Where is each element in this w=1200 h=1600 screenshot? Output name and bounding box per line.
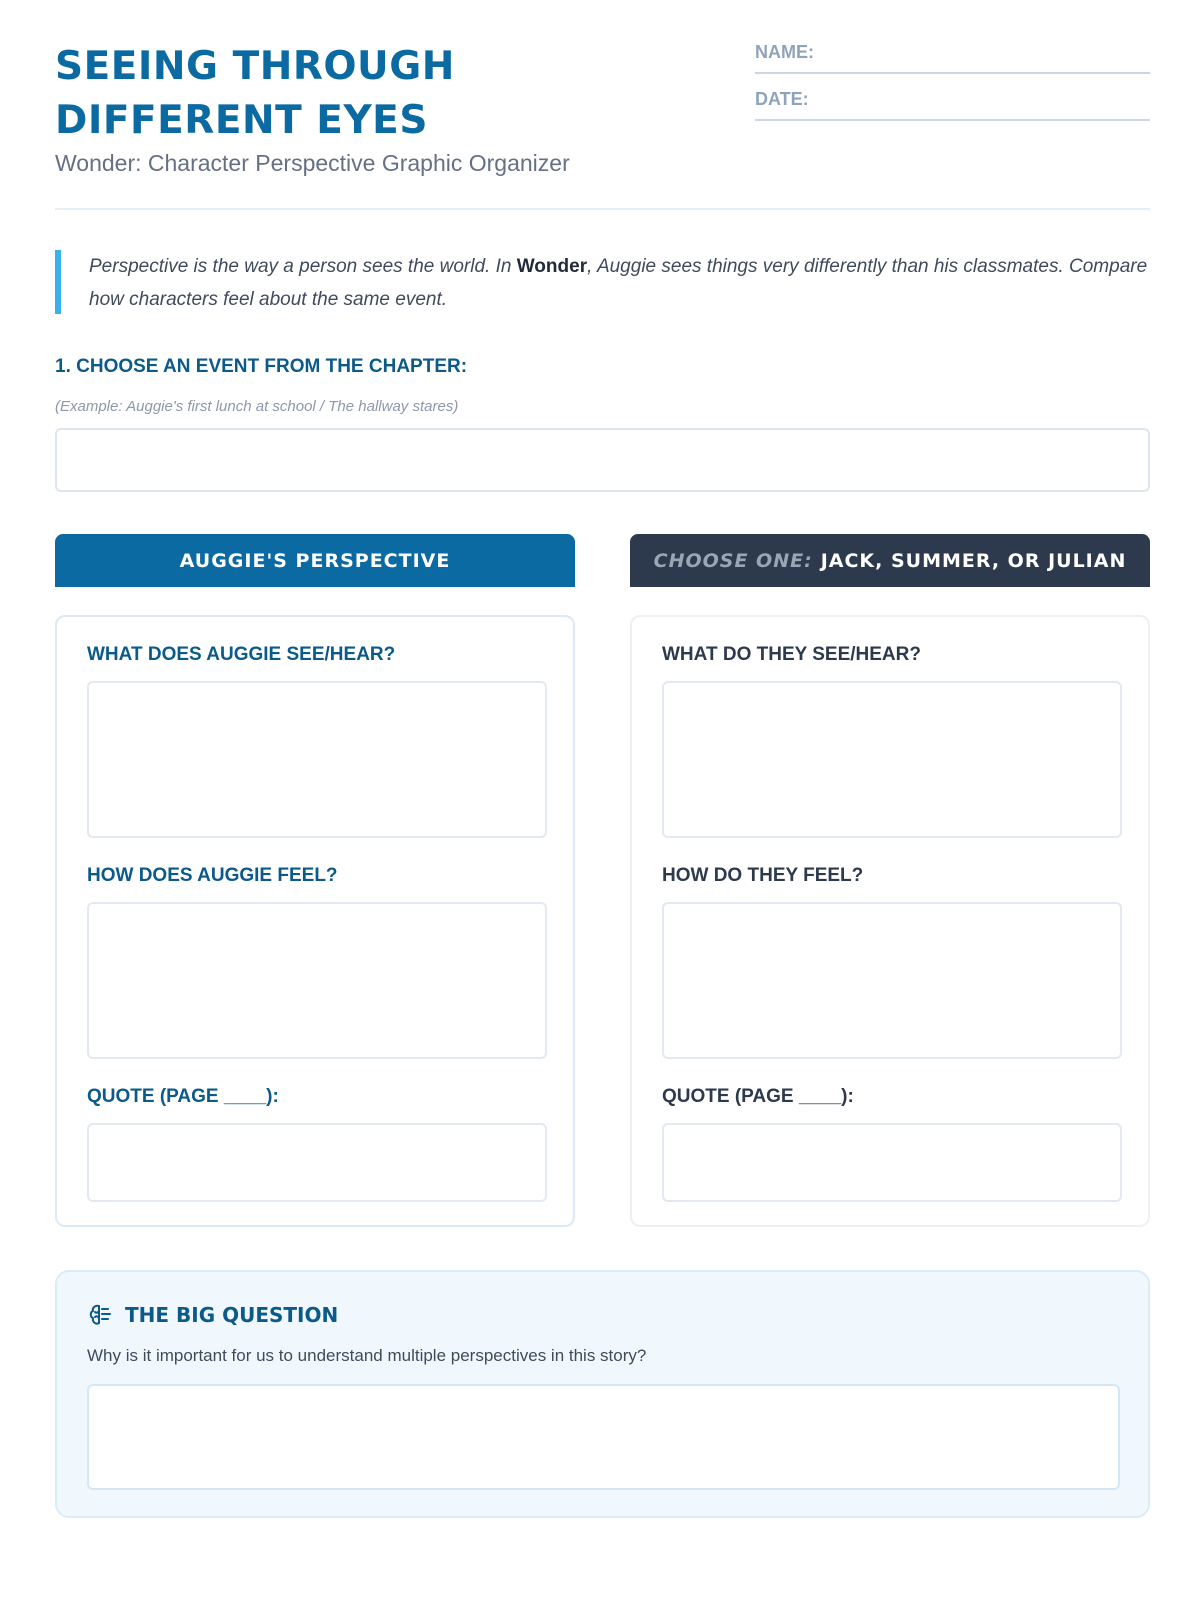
page-title: SEEING THROUGH DIFFERENT EYES	[55, 44, 455, 143]
big-question-title: THE BIG QUESTION	[125, 1303, 339, 1327]
name-field[interactable]	[755, 40, 1150, 74]
event-label: 1. CHOOSE AN EVENT FROM THE CHAPTER:	[55, 356, 468, 377]
event-input-box[interactable]	[55, 428, 1150, 492]
other-feel-label: HOW DO THEY FEEL?	[662, 865, 864, 886]
choose-one-label: CHOOSE ONE:	[653, 549, 813, 572]
other-see-box[interactable]	[662, 681, 1122, 838]
auggie-perspective-header	[55, 534, 575, 587]
big-question-answer-box[interactable]	[87, 1384, 1120, 1490]
other-quote-box[interactable]	[662, 1123, 1122, 1202]
date-label: DATE:	[755, 89, 809, 109]
other-feel-box[interactable]	[662, 902, 1122, 1059]
auggie-feel-label: HOW DOES AUGGIE FEEL?	[87, 865, 338, 886]
student-info	[755, 40, 1150, 121]
event-example: (Example: Auggie's first lunch at school / The hallway stares)	[55, 398, 459, 415]
name-label: NAME:	[755, 42, 814, 62]
auggie-perspective-panel	[55, 615, 575, 1227]
big-question-panel	[55, 1270, 1150, 1518]
auggie-quote-label: QUOTE (PAGE ____):	[87, 1086, 279, 1107]
other-perspective-panel	[630, 615, 1150, 1227]
auggie-feel-box[interactable]	[87, 902, 547, 1059]
other-perspective-header	[630, 534, 1150, 587]
other-header-label: JACK, SUMMER, OR JULIAN	[820, 549, 1127, 572]
date-field[interactable]	[755, 87, 1150, 121]
intro-text-after: , Auggie sees things very differently than his classmates. Compare how characters feel about the same event.	[89, 256, 1148, 310]
other-quote-label: QUOTE (PAGE ____):	[662, 1086, 854, 1107]
intro-book-title: Wonder	[516, 256, 588, 277]
big-question-prompt: Why is it important for us to understand multiple perspectives in this story?	[87, 1346, 647, 1365]
page-subtitle: Wonder: Character Perspective Graphic Organizer	[55, 150, 570, 176]
auggie-quote-box[interactable]	[87, 1123, 547, 1202]
auggie-see-label: WHAT DOES AUGGIE SEE/HEAR?	[87, 644, 396, 665]
auggie-header-label: AUGGIE'S PERSPECTIVE	[179, 549, 451, 572]
intro-callout	[55, 250, 1150, 314]
other-see-label: WHAT DO THEY SEE/HEAR?	[662, 644, 921, 665]
auggie-see-box[interactable]	[87, 681, 547, 838]
brain-icon	[87, 1302, 113, 1328]
header-divider	[55, 208, 1150, 210]
intro-text-before: Perspective is the way a person sees the world. In	[89, 256, 517, 277]
